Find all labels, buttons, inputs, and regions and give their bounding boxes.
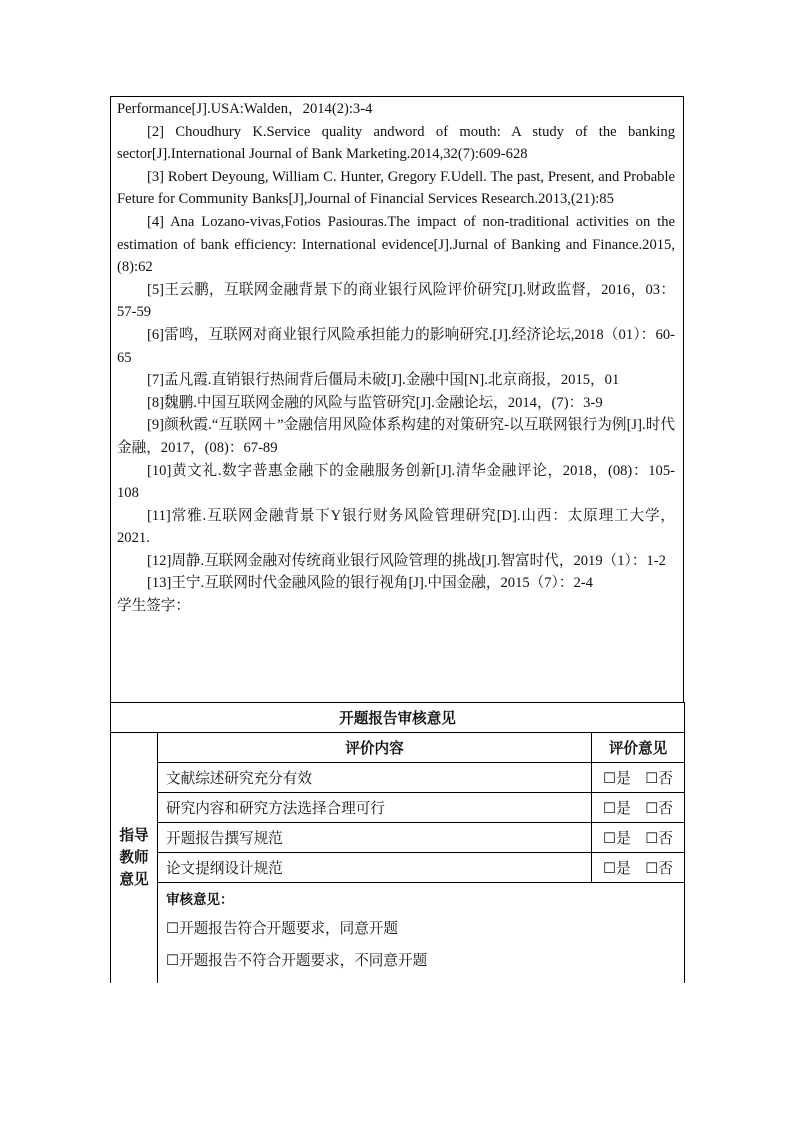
reference-entry: [10]黄文礼.数字普惠金融下的金融服务创新[J].清华金融评论，2018，(08)：105-108 [117,462,675,502]
reference-entry: [3] Robert Deyoung, William C. Hunter, Gregory F.Udell. The past, Present, and Probable Feture for Community Banks[J],Journal of Financial Services Research.2013,(21):85 [117,168,675,208]
yes-no-checkbox[interactable]: ☐是 ☐否 [592,853,685,883]
review-section-title: 开题报告审核意见 [111,703,685,733]
evaluation-item-label: 研究内容和研究方法选择合理可行 [158,793,592,823]
evaluation-opinion-header: 评价意见 [592,733,685,763]
reject-checkbox[interactable]: ☐开题报告不符合开题要求，不同意开题 [166,953,428,969]
reference-entry: [9]颜秋霞.“互联网＋”金融信用风险体系构建的对策研究-以互联网银行为例[J].时代金融，2017，(08)：67-89 [117,417,675,456]
reference-entry: [7]孟凡霞.直销银行热闹背后僵局未破[J].金融中国[N].北京商报，2015，01 [147,372,620,389]
reference-entry: [8]魏鹏.中国互联网金融的风险与监管研究[J].金融论坛，2014，(7)：3-9 [147,394,603,411]
reference-entry: [11]常雅.互联网金融背景下Y银行财务风险管理研究[D].山西：太原理工大学，2021. [117,507,675,547]
evaluation-item-label: 开题报告撰写规范 [158,823,592,853]
reference-entry: Performance[J].USA:Walden，2014(2):3-4 [117,101,373,117]
evaluation-item-label: 文献综述研究充分有效 [158,763,592,793]
reference-list [117,98,675,595]
evaluation-content-header: 评价内容 [158,733,592,763]
reference-entry: [5]王云鹏，互联网金融背景下的商业银行风险评价研究[J].财政监督，2016，03：57-59 [117,281,675,321]
reference-entry: [2] Choudhury K.Service quality andword of mouth: A study of the banking sector[J].International Journal of Bank Marketing.2014,32(7):609-628 [117,123,675,163]
advisor-opinion-label: 指导教师意见 [111,733,158,984]
review-opinion-title: 审核意见： [166,892,234,908]
approve-checkbox[interactable]: ☐开题报告符合开题要求，同意开题 [166,921,398,937]
references-box [110,96,684,702]
review-opinion-cell [158,883,685,984]
evaluation-item-label: 论文提纲设计规范 [158,853,592,883]
yes-no-checkbox[interactable]: ☐是 ☐否 [592,763,685,793]
reference-entry: [12]周静.互联网金融对传统商业银行风险管理的挑战[J].智富时代，2019（1）：1-2 [147,552,666,569]
review-table [110,702,685,983]
reference-entry: [4] Ana Lozano-vivas,Fotios Pasiouras.The impact of non-traditional activities on the estimation of bank efficiency: International evidence[J].Jurnal of Banking and Finance.2015,(8):62 [117,213,675,276]
yes-no-checkbox[interactable]: ☐是 ☐否 [592,823,685,853]
yes-no-checkbox[interactable]: ☐是 ☐否 [592,793,685,823]
document-page [110,96,684,983]
reference-entry: [6]雷鸣，互联网对商业银行风险承担能力的影响研究.[J].经济论坛,2018（01）：60-65 [117,326,675,366]
reference-entry: [13]王宁.互联网时代金融风险的银行视角[J].中国金融，2015（7）：2-4 [147,575,593,592]
student-signature-label: 学生签字： [117,598,190,615]
